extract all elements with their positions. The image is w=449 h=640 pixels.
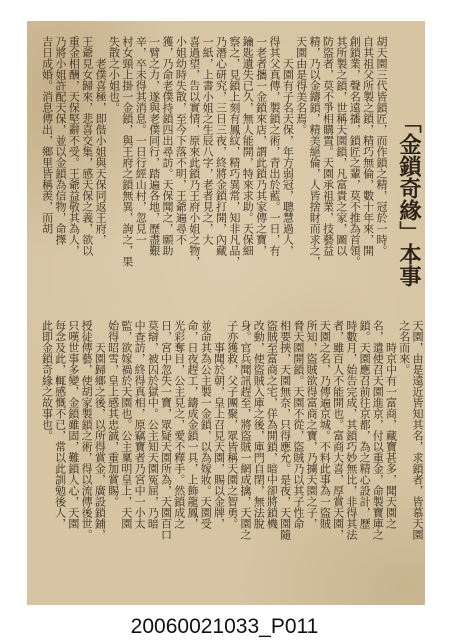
bottom-text-block [40,320,424,590]
top-text-column: 自其祖父所製之鎖，精巧無倫，數十年來，開 [361,36,375,256]
top-text-column: 防盜者，莫不爭相購置。天園承祖業，技藝益 [321,36,335,256]
bottom-text-column: 每念及此，輒感慨不已，常以此訓勉後人， [53,320,67,529]
bottom-text-column: 並命其為公主製一金鎖，以為嫁妝。天園受 [199,320,213,529]
top-text-column: 察之，見鎖上刻有鳳紋，精巧異常，知非凡品， [227,36,241,267]
bottom-text-column: 鎖。天園應召前往京都，為之精心設計，歷 [358,320,372,529]
bottom-text-column: 此即金鎖奇緣之故事也。 [40,320,54,441]
top-text-column: 天園由是得美名焉。 [294,36,308,135]
bottom-text-column: 相要挾，天園無奈，只得應允。是夜，天園隨 [278,320,292,540]
bottom-text-column: 時京中有一富商，藏寶甚多，聞天園之 [384,320,398,529]
bottom-text-column: 始得昭雪，皇上感其忠誠，重加賞賜。 [106,320,120,507]
bottom-text-column: 監，欲嫁禍於天園也。公主稟明皇上，天園 [119,320,133,529]
bottom-text-column: 所知，盜賊欲得富商之寶，乃擄天園之子， [305,320,319,529]
bottom-text-column: 授徒傳藝，使胡家製鎖之術，得以流傳後世。 [80,320,94,540]
bottom-text-column: 脅天園開鎖。天園不從，盜賊乃以其子性命 [291,320,305,529]
top-text-block [40,36,388,306]
top-text-column: 老僕喜極，即偕小姐與天保同返王府， [94,36,108,245]
top-text-column: 一老者攜一金鎖來店，謂此鎖乃其家傳之寶， [254,36,268,256]
bottom-text-column: 莫辯，被囚於獄中。公主知天園冤屈，乃暗 [146,320,160,529]
top-text-column: 其所製之鎖，世稱天園鎖，凡富貴之家，圖以 [334,36,348,256]
bottom-text-column: 光彩奪目，公主見之，愛不釋手。然鎖成之 [172,320,186,529]
top-text-column: 胡天園三代皆鎖匠，而作鎖之精，冠於一時。 [375,36,388,256]
top-text-column: 喜過望，告以實情，原來此鎖乃王府小姐之物， [187,36,201,267]
top-text-column: 精，乃以金鑄鎖，精美絕倫，人皆捨財而求之， [308,36,322,267]
bottom-text-column: 命，日夜趕工，鑄成金鎖一具，上飾龍鳳， [186,320,200,529]
top-text-column: 創鎖業，聲名遠播，鎖匠之輩，莫不推為首領。 [348,36,362,267]
top-text-column: 得其父真傳，製鎖之術，青出於藍。一日，有 [268,36,281,256]
bottom-text-column: 天園歸鄉之後，以所得賞金，廣設鎖鋪， [93,320,107,540]
top-text-column: 獲，乃命老僕持鎖四出尋訪。天保聞之，願助 [161,36,174,256]
bottom-text-column: 名，遣使召天園進京，付以重金，命製寶庫之 [371,320,385,540]
bottom-text-column: 子亦獲救，父子團聚，眾皆稱天園之智勇。 [225,320,239,529]
top-text-column: 一紙，上書小姐之生辰八字，老者見之，大 [201,36,215,245]
bottom-text-column: 之名而來。 [397,320,411,375]
top-text-column: 乃將小姐許配天保，並以金鎖為信物，命擇 [54,36,67,245]
top-text-column: 一臂之力，遂與老僕同行，踏遍各地，歷盡艱 [147,36,161,256]
bottom-text-column: 者，雖百人不能開也。富商大喜，厚賞天園， [331,320,345,540]
top-text-column: 鑰匙遺失已久，無人能開，特來求助。天保細 [241,36,255,256]
top-text-column: 村女頸上掛一金鎖，與王府之鎖無異，詢之，果 [120,36,134,267]
bottom-text-column: 盜賊至富商之宅，佯為開鎖，暗中卻將鎖機 [265,320,279,529]
top-text-column: 重金相酬，天保堅辭不受。王爺益敬其為人， [67,36,81,256]
top-text-column: 小姐幼時失散，至今下落不明，王爺遍尋不 [174,36,188,245]
bottom-text-column: 中查訪，終得真相，原竊寶者乃宮中一小太 [133,320,147,529]
top-text-column: 吉日成婚。消息傳出，鄉里皆稱羨，而胡 [40,36,54,234]
top-text-column: 乃潛心研究，三日三夜，終將金鎖打開，內藏 [214,36,228,256]
bottom-text-column: 天園之名，乃傳遍京城。不料此事為一盜賊 [318,320,332,529]
bottom-text-column: 事聞於朝，皇上召見天園，賜以金牌， [212,320,226,529]
bottom-text-column: 改動，使盜賊入庫之後，庫門自閉，無法脫 [252,320,266,529]
bottom-text-column: 天園，由是遠近皆知其名，求鎖者，皆慕天園 [411,320,424,540]
top-text-column: 辛，卒未得其消息。一日行經山村，忽見一 [134,36,148,245]
bottom-text-column: 日，宮中忽失一寶，眾疑天園所為，天園百口 [159,320,173,540]
bottom-text-column: 只嘆世事多變，金鎖雖固，難鎖人心，天園 [66,320,80,529]
top-text-column: 王爺見女歸來，悲喜交集，感天保之義，欲以 [80,36,94,256]
image-caption: 20060021033_P011 [130,615,319,638]
document-title: 「金鎖奇緣」本事 [396,111,422,287]
top-text-column: 天園有子名天保，年方弱冠，聰慧過人， [281,36,295,256]
document-page [27,21,425,605]
bottom-text-column: 身。官兵聞訊趕至，將盜賊一網成擒，天園之 [238,320,252,540]
top-text-column: 失散之小姐也。 [107,36,121,113]
bottom-text-column: 時數月，始告完成，其鎖巧妙無比，非得其法 [344,320,358,540]
